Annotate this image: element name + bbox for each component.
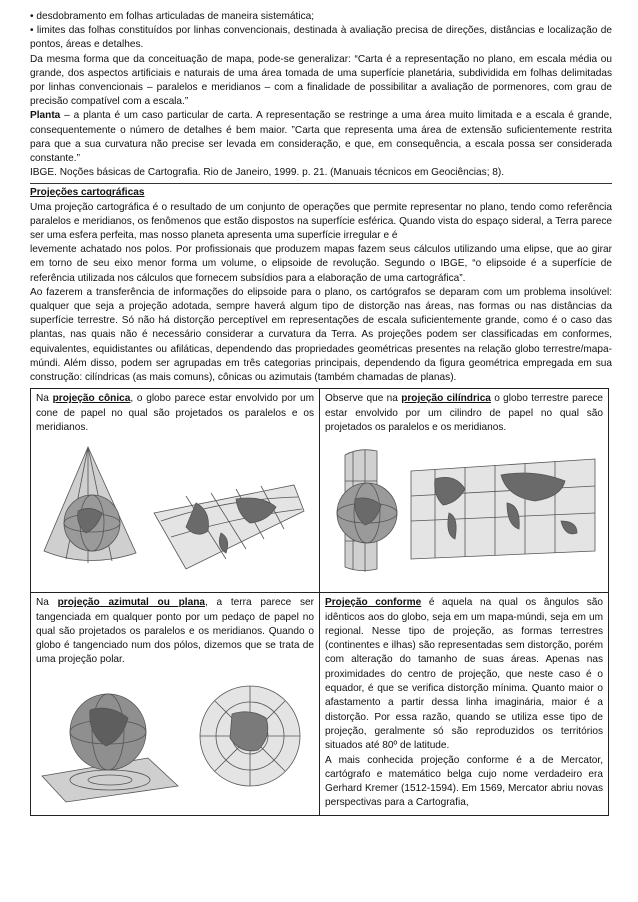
azimuthal-projection-figure [36,674,314,804]
cell-conica: Na projeção cônica, o globo parece estar envolvido por um cone de papel no qual são projetados os paralelos e os meridianos. [31,389,320,593]
section-heading [30,186,612,200]
distortion-paragraph: Ao fazerem a transferência de informações do elipsoide para o plano, os cartógrafos se deparam com um problema insolúvel: qualquer que seja a projeção adotada, sempre haverá algum tipo de distorção nas áreas, nas formas ou nas distâncias da superfície terrestre. Só não há distorção perceptível em representações de escala suficientemente grande, como é o caso das plantas, nas quais não é necessário considerar a curvatura da Terra. As projeções podem ser classificadas em conformes, equivalentes, equidistantes ou afiláticas, dependendo das propriedades geométricas presentes na relação globo terrestre/mapa-múndi. Além disso, podem ser agrupadas em três categorias principais, dependendo da figura geométrica empregada em sua construção: cilíndricas (as mais comuns), cônicas ou azimutais (também chamadas de planas). [30,286,612,384]
section-title: Projeções cartográficas [30,187,145,199]
bullet-limites: • limites das folhas constituídos por linhas convencionais, destinada à avaliação precisa de direções, distâncias e localização de pontos, áreas e detalhes. [30,25,612,51]
cell-cilindrica: Observe que na projeção cilíndrica o globo terrestre parece estar envolvido por um cilindro de papel no qual são projetados os paralelos e os meridianos. [320,389,609,593]
cell-azimutal: Na projeção azimutal ou plana, a terra parece ser tangenciada em qualquer ponto por um pedaço de papel no qual são projetados os paralelos e os meridianos. Quando o globo é tangenciado num dos pólos, dizemos que se trata de uma projeção polar. [31,593,320,815]
cylindrical-projection-figure [325,441,603,577]
cell-conforme: Projeção conforme é aquela na qual os ângulos são idênticos aos do globo, seja em um mapa-múndi, seja em um regional. Nesse tipo de projeção, as formas terrestres (continentes e ilhas) são representadas sem distorção, porém com alteração do tamanho de suas áreas. Apenas nas proximidades do centro de projeção, que neste caso é o equador, é que se verifica distorção mínima. Quanto maior o afastamento a partir dessa linha imaginária, maior é a distorção. Por essa razão, quando se utiliza esse tipo de projeção, geralmente só são reproduzidos os territórios situados até 80º de latitude. A mais conhecida projeção conforme é a de Mercator, cartógrafo e matemático belga cujo nome verdadeiro era Gerhard Kremer (1512-1594). Em 1569, Mercator abriu novas perspectivas para a Cartografia, [320,593,609,815]
projection-intro: Uma projeção cartográfica é o resultado de um conjunto de operações que permite representar no plano, tendo como referência paralelos e meridianos, os fenômenos que estão dispostos na superfície esférica. Quando vista do espaço sideral, a Terra parece ser uma esfera perfeita, mas nosso planeta apresenta uma superfície irregular e é [30,201,612,242]
table-row [31,389,609,593]
term-conforme: Projeção conforme [325,597,422,609]
ellipsoid-paragraph: levemente achatado nos polos. Por profissionais que produzem mapas fazem seus cálculos utilizando uma elipse, que ao girar em torno de seu eixo menor forma um volume, o elipsoide de revolução. Segundo o IBGE, “o elipsoide é a superfície de referência utilizada nos cálculos que fornecem subsídios para a elaboração de uma cartográfica”. [30,244,612,284]
mercator-paragraph: A mais conhecida projeção conforme é a de Mercator, cartógrafo e matemático belga cujo nome verdadeiro era Gerhard Kremer (1512-1594). Em 1569, Mercator abriu novas perspectivas para a Cartografia, [325,754,603,809]
conic-projection-figure [36,441,314,577]
ibge-reference: IBGE. Noções básicas de Cartografia. Rio de Janeiro, 1999. p. 21. (Manuais técnicos em Geociências; 8). [30,167,505,179]
term-conica: projeção cônica [52,393,131,405]
planta-term: Planta [30,110,61,122]
bullet-desdobramento: • desdobramento em folhas articuladas de maneira sistemática; [30,11,315,22]
planta-text: – a planta é um caso particular de carta. A representação se restringe a uma área muito limitada e a escala é grande, consequentemente o número de detalhes é bem maior. ”Carta que representa uma área de extensão suficientemente restrita para que a sua curvatura não precise ser levada em consideração, e que, em consequência, a escala possa ser considerada constante.” [30,110,612,165]
planta-paragraph [30,109,612,166]
carta-definition: Da mesma forma que da conceituação de mapa, pode-se generalizar: “Carta é a representação no plano, em escala média ou grande, dos aspectos artificiais e naturais de uma área tomada de uma superfície planetária, subdividida em folhas delimitadas por linhas convencionais – paralelos e meridianos – com a finalidade de possibilitar a avaliação de pormenores, com grau de precisão compatível com a escala.” [30,53,612,108]
table-row [31,593,609,815]
section-divider [30,183,612,184]
projections-table [30,388,609,815]
term-azimutal: projeção azimutal ou plana [57,597,205,609]
term-cilindrica: projeção cilíndrica [401,393,491,405]
